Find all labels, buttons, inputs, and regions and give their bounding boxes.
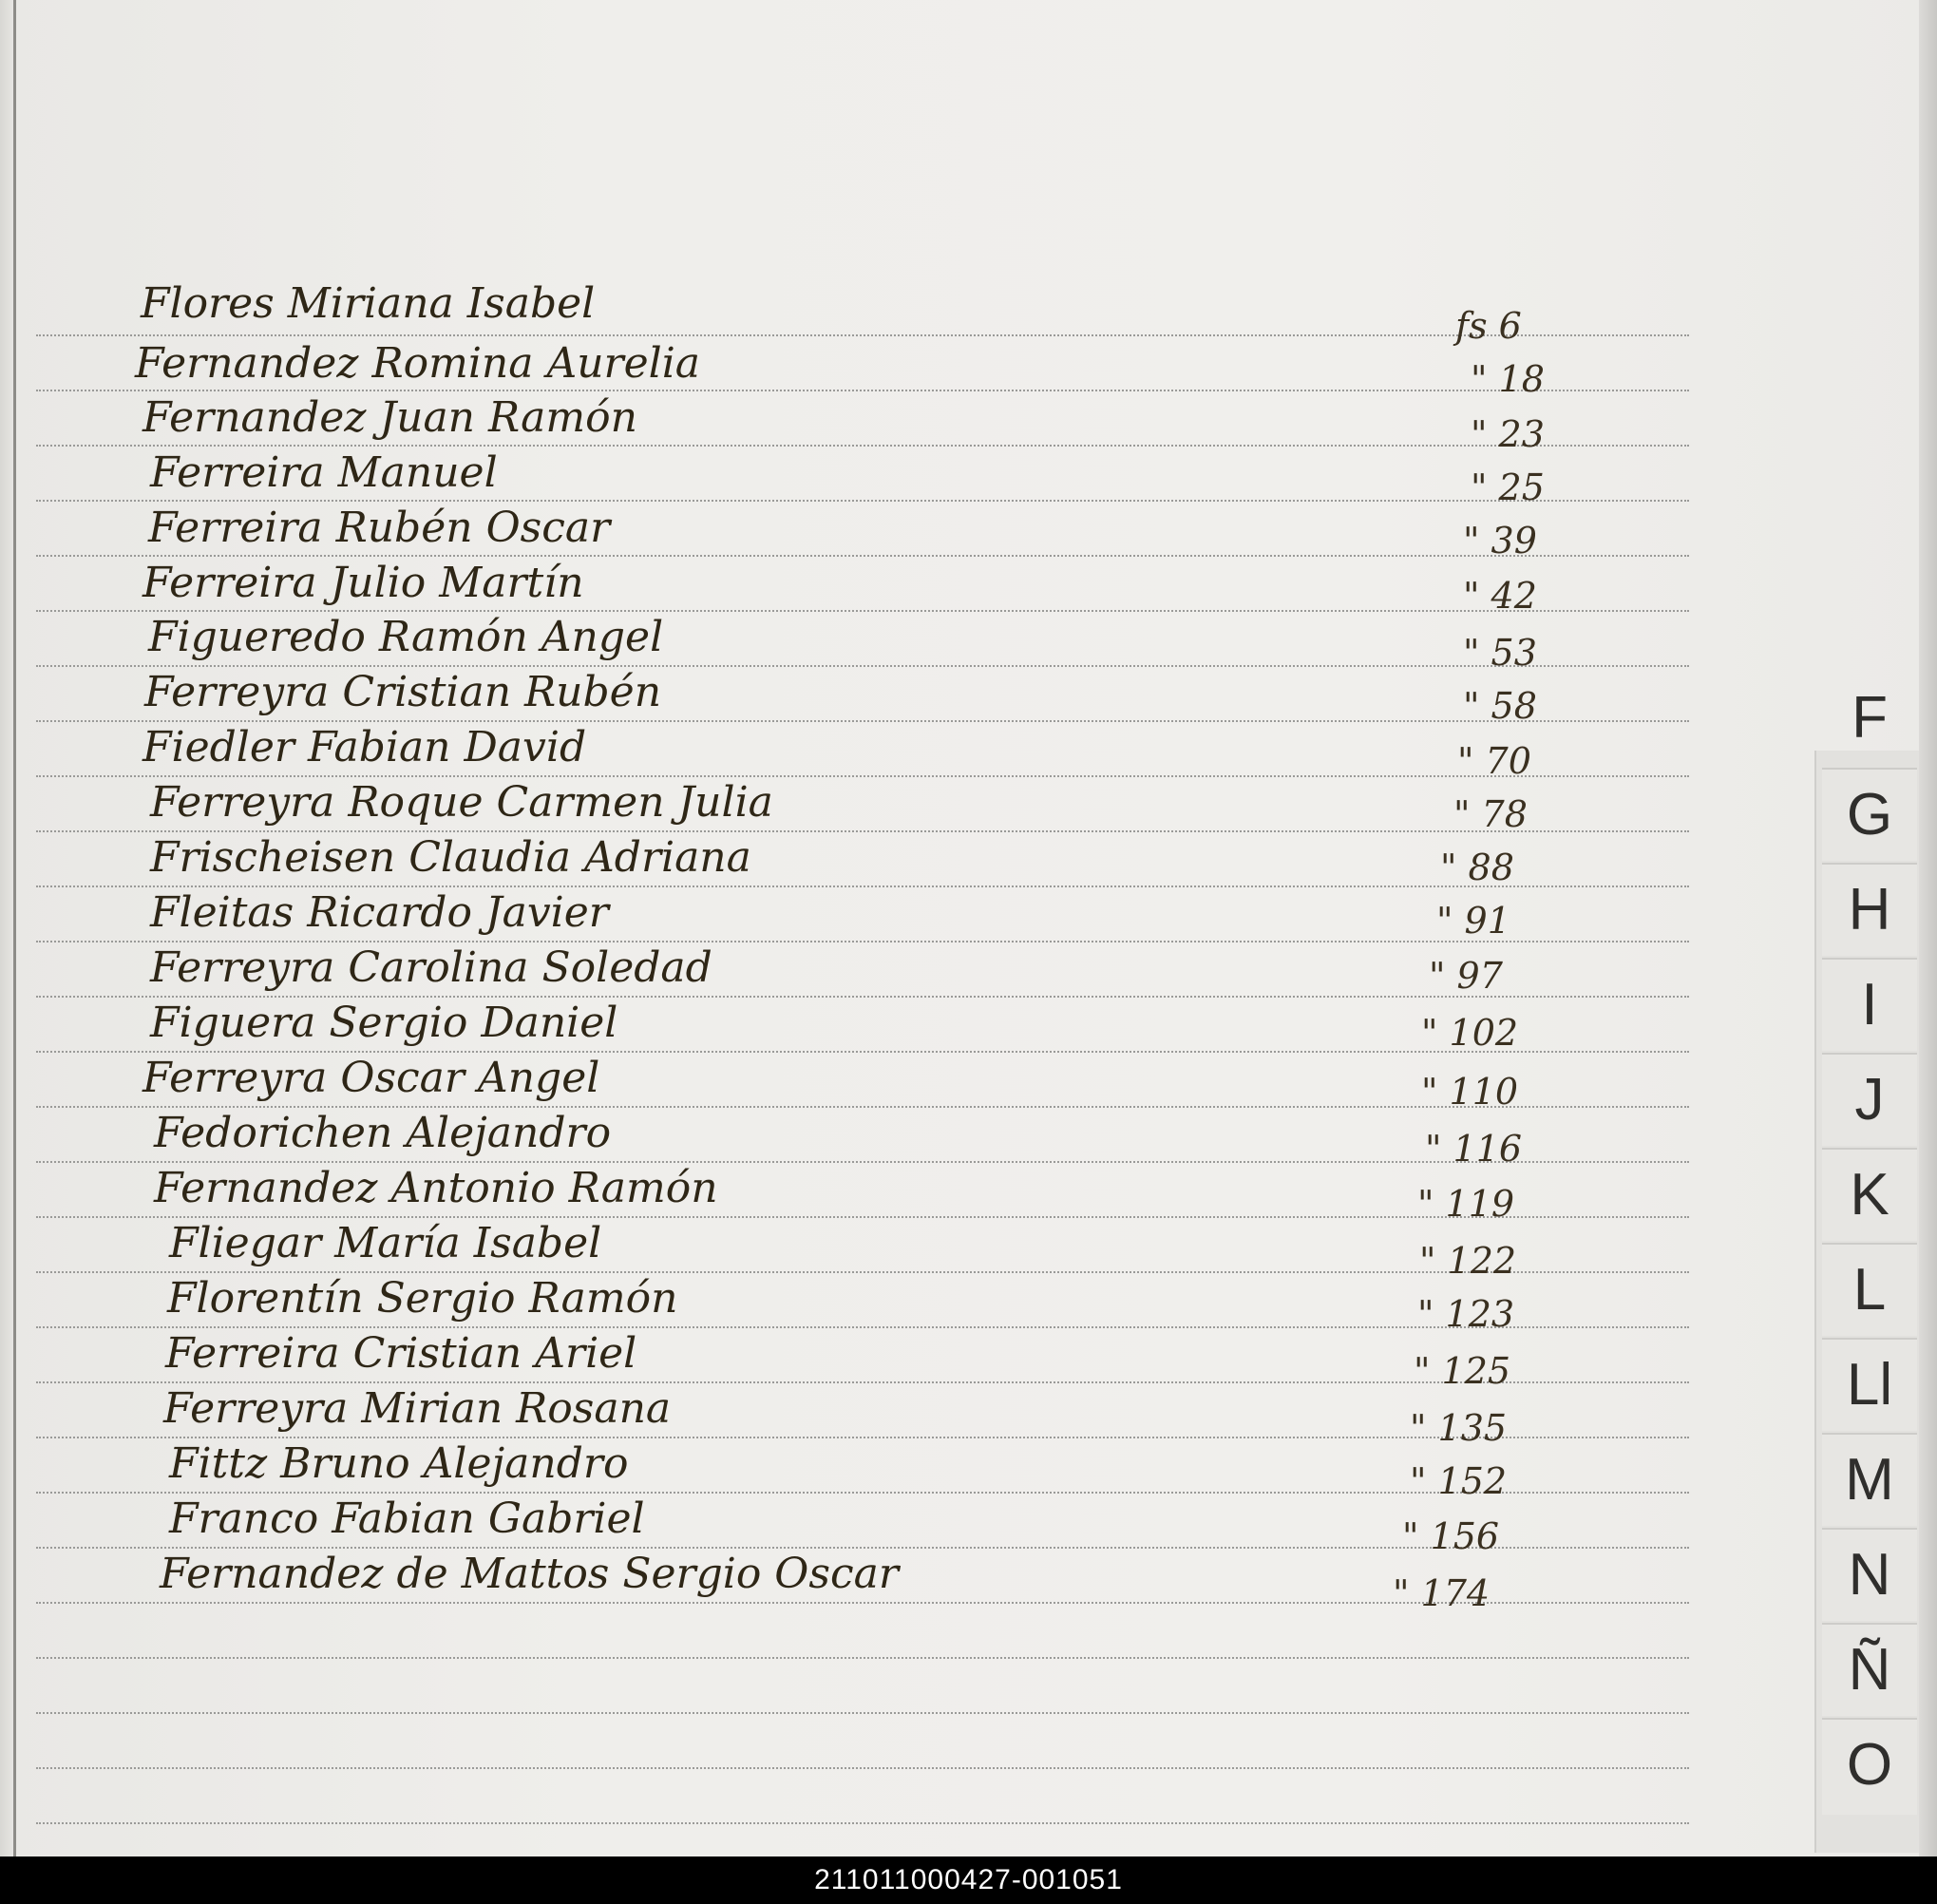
entry-name: Florentín Sergio Ramón <box>167 1274 678 1323</box>
entry-name: Fedorichen Alejandro <box>154 1109 612 1157</box>
entry-name: Figuera Sergio Daniel <box>150 999 618 1047</box>
entry-folio: " 23 <box>1471 413 1545 455</box>
entry-folio: " 122 <box>1419 1240 1517 1282</box>
entry-name: Ferreira Manuel <box>150 448 498 497</box>
entry-name: Fleitas Ricardo Javier <box>150 888 609 937</box>
entry-folio: " 88 <box>1440 847 1514 888</box>
index-tab-k[interactable]: K <box>1822 1148 1917 1241</box>
entry-name: Fiedler Fabian David <box>142 723 587 771</box>
entry-folio: " 70 <box>1457 740 1531 782</box>
entry-name: Ferreira Rubén Oscar <box>148 504 611 552</box>
entry-folio: " 58 <box>1463 685 1537 727</box>
entry-name: Ferreyra Carolina Soledad <box>150 943 712 992</box>
entry-folio: " 119 <box>1417 1183 1515 1225</box>
entry-name: Franco Fabian Gabriel <box>169 1495 645 1543</box>
index-tab-h[interactable]: H <box>1822 863 1917 956</box>
entry-name: Frischeisen Claudia Adriana <box>150 833 751 882</box>
entry-name: Ferreyra Cristian Rubén <box>144 668 662 716</box>
index-tab-g[interactable]: G <box>1822 768 1917 861</box>
index-tab-i[interactable]: I <box>1822 958 1917 1051</box>
entry-name: Ferreyra Roque Carmen Julia <box>150 778 773 827</box>
entry-name: Ferreyra Oscar Angel <box>142 1054 600 1102</box>
entry-name: Fernandez de Mattos Sergio Oscar <box>160 1550 899 1598</box>
entry-folio: " 116 <box>1425 1128 1523 1170</box>
entry-name: Fernandez Antonio Ramón <box>154 1164 718 1212</box>
entry-name: Ferreira Julio Martín <box>142 559 584 607</box>
entry-name: Fliegar María Isabel <box>169 1219 602 1267</box>
index-tab-l[interactable]: L <box>1822 1243 1917 1336</box>
entry-folio: " 53 <box>1463 632 1537 674</box>
entry-folio: " 18 <box>1471 358 1545 400</box>
entry-name: Flores Miriana Isabel <box>141 279 596 328</box>
entry-name: Ferreyra Mirian Rosana <box>163 1384 672 1433</box>
entry-name: Fernandez Romina Aurelia <box>135 339 701 388</box>
entry-name: Fittz Bruno Alejandro <box>169 1439 629 1488</box>
index-tab-ll[interactable]: Ll <box>1822 1338 1917 1431</box>
binding-line <box>13 0 16 1856</box>
index-tab-o[interactable]: O <box>1822 1718 1917 1815</box>
entry-folio: " 25 <box>1471 466 1545 508</box>
entry-folio: " 125 <box>1414 1350 1511 1392</box>
index-tab-f[interactable]: F <box>1852 685 1888 751</box>
entry-folio: " 174 <box>1393 1572 1491 1614</box>
entry-folio: " 152 <box>1410 1460 1508 1502</box>
entry-folio: " 156 <box>1402 1515 1500 1557</box>
entry-folio: " 135 <box>1410 1407 1508 1449</box>
entry-folio: " 110 <box>1421 1071 1519 1113</box>
entry-folio: " 78 <box>1453 793 1528 835</box>
entry-folio: fs 6 <box>1455 305 1522 347</box>
binding-shadow <box>0 0 13 1856</box>
index-tab-m[interactable]: M <box>1822 1433 1917 1526</box>
entry-name: Figueredo Ramón Angel <box>148 613 664 661</box>
index-tab-n[interactable]: N <box>1822 1528 1917 1621</box>
index-tab-j[interactable]: J <box>1822 1053 1917 1146</box>
entry-folio: " 102 <box>1421 1012 1519 1054</box>
entry-name: Ferreira Cristian Ariel <box>165 1329 637 1378</box>
index-tab-enye[interactable]: Ñ <box>1822 1623 1917 1716</box>
entry-folio: " 97 <box>1429 955 1503 997</box>
entry-folio: " 42 <box>1463 575 1537 617</box>
page-edge <box>1919 0 1937 1856</box>
entry-folio: " 39 <box>1463 520 1537 562</box>
entry-folio: " 123 <box>1417 1293 1515 1335</box>
entry-name: Fernandez Juan Ramón <box>142 393 637 442</box>
scan-id-footer: 211011000427-001051 <box>0 1856 1937 1904</box>
entry-folio: " 91 <box>1436 900 1510 942</box>
